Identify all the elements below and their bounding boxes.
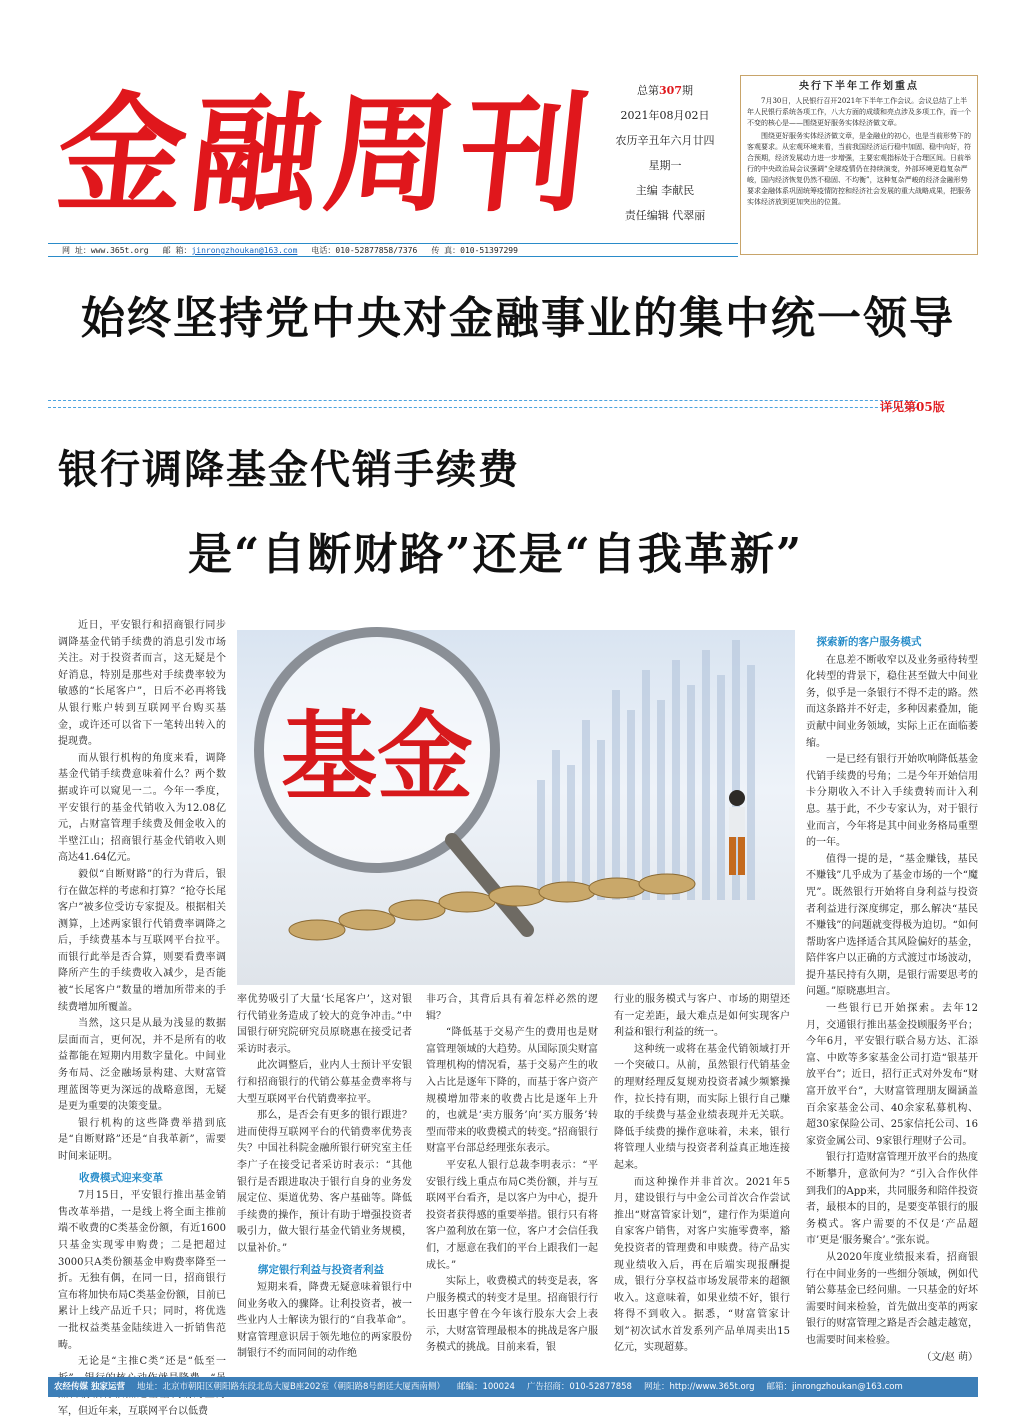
contact-fax: 传 真：010-51397299: [431, 246, 518, 255]
article-column-3: [426, 992, 598, 1370]
footer-ad-phone: 广告招商：010-52877858: [526, 1382, 632, 1392]
paragraph: 实际上，收费模式的转变是表，客户服务模式的转变才是里。招商银行行长田惠宇曾在今年该行股东大会上表示，大财富管理最根本的挑战是客户服务模式的挑战。目前来看，银: [426, 1276, 598, 1354]
main-headline[interactable]: 始终坚持党中央对金融事业的集中统一领导: [81, 293, 955, 344]
contact-phone: 电话：010-52877858/7376: [311, 246, 418, 255]
issue-number: 总第307期: [637, 84, 693, 97]
photo-label: 基金: [281, 701, 473, 813]
paragraph: 非巧合，其背后具有着怎样必然的逻辑？: [426, 994, 598, 1022]
paragraph: 这种统一或将在基金代销领域打开一个突破口。从前，虽然银行代销基金的理财经理反复规劝投资者减少频繁操作，拉长持有期，而实际上银行自己赚取的手续费与基金业绩表现并无关联。降低手续费的操作意味着，未来，银行将管理人业绩与投资者利益真正地连接起来。: [614, 1043, 790, 1171]
section-heading: 绑定银行利益与投资者利益: [258, 1263, 384, 1276]
article-column-4: [614, 992, 790, 1370]
contact-email-link[interactable]: jinrongzhoukan@163.com: [191, 246, 298, 255]
paragraph: 行业的服务模式与客户、市场的期望还有一定差距，最大难点是如何实现客户利益和银行利益的统一。: [614, 994, 790, 1039]
paragraph: 那么，是否会有更多的银行跟进？进而使得互联网平台的代销费率优势丧失？中国社科院金融所银行研究室主任李广子在接受记者采访时表示：“其他银行是否跟进取决于银行自身的业务发展定位、渠道优势、客户基础等。降低手续费的操作，预计有助于增强投资者吸引力，做大银行基金代销业务规模，以量补价。”: [237, 1110, 412, 1254]
paragraph: 无论是“主推C类”还是“低至一 军，但近年来，互联网平台以低费: [58, 1356, 226, 1417]
contact-website[interactable]: 网 址：www.365t.org: [62, 246, 149, 255]
contact-bar: [48, 243, 738, 257]
footer-postcode: 邮编：100024: [456, 1382, 515, 1392]
paragraph: 一些银行已开始探索。去年12月，交通银行推出基金投顾服务平台；今年6月，平安银行联合易方达、汇添富、中欧等多家基金公司打造“银基开放平台”；近日，招行正式对外发布“财富开放平台”，大财富管理朋友圈涵盖百余家基金公司、40余家私募机构、超30家保险公司、25家信托公司、16家资金属公司、9家银行理财子公司。: [806, 1003, 978, 1147]
article-title-line2: 是“自断财路”还是“自我革新”: [188, 529, 804, 580]
see-detail-link[interactable]: 详见第05版: [880, 400, 945, 414]
footer-bar: [48, 1377, 978, 1397]
photo-illustration: [237, 630, 795, 985]
dashed-divider: [48, 400, 918, 408]
paragraph: 近日，平安银行和招商银行同步调降基金代销手续费的消息引发市场关注。对于投资者而言，这无疑是个好消息，特别是那些对手续费率较为敏感的“长尾客户”，日后不必再将钱从银行账户转到互联网平台购买基金，或许还可以省下一笔转出转入的提现费。: [58, 620, 226, 748]
sidebar-paragraph: 7月30日，人民银行召开2021年下半年工作会议。会议总结了上半年人民银行系统各项工作，八大方面的成绩和亮点涉及多项工作，而一个不变的核心是——围绕更好服务实体经济做文章。: [747, 97, 971, 127]
footer-address: 地址：北京市朝阳区朝阳路东段北岛大厦B座202室（朝阳路8号朗廷大厦西南侧）: [136, 1382, 445, 1392]
contact-email-group: 邮 箱：jinrongzhoukan@163.com: [162, 246, 298, 255]
background-bars: [537, 640, 755, 900]
article-column-5: [806, 630, 978, 1370]
footer-website[interactable]: 网址：http://www.365t.org: [643, 1382, 755, 1392]
paragraph: 银行机构的这些降费举措到底是“自断财路”还是“自我革新”，需要时间来证明。: [58, 1117, 226, 1162]
section-heading: 探索新的客户服务模式: [816, 636, 922, 648]
magnifier-handle: [452, 840, 527, 930]
article-column-2: [237, 992, 412, 1370]
paragraph: 当然，这只是从最为浅显的数据层面而言，更何况，并不是所有的收益都能在短期内用数字量化。中间业务布局、泛金融场景构建、大财富管理蓝图等更为深远的战略意图，无疑是更为重要的决策变量。: [58, 1018, 226, 1113]
sidebar-paragraph: 围绕更好服务实体经济做文章，是金融业的初心，也是当前形势下的客观要求。从宏观环境来看，当前我国经济运行稳中加固、稳中向好，符合预期，经济发展动力进一步增强，主要宏观指标处于合理区间。日前举行的中央政治局会议强调“全球疫情仍在持续演变，外部环境更趋复杂严峻，国内经济恢复仍然不稳固、不均衡”，这种复杂严峻的经济金融形势要求金融体系巩固统筹疫情防控和经济社会发展的重大战略成果，把服务实体经济放到更加突出的位置。: [747, 132, 971, 206]
paragraph: 一是已经有银行开始吹响降低基金代销手续费的号角；二是今年开始信用卡分期收入不计入手续费转而计入利息。基于此，不少专家认为，对于银行业而言，今年将是其中间业务格局重塑的一年。: [806, 754, 978, 849]
article-photo: [237, 630, 795, 985]
paragraph: 平安私人银行总裁李明表示：“平安银行线上重点布局C类份额，并与互联网平台看齐，是以客户为中心，提升投资者获得感的重要举措。银行只有将客户盈利放在第一位，客户才会信任我们，才愿意在我们的平台上跟我们一起成长。”: [426, 1159, 598, 1271]
issue-date: 2021年08月02日: [620, 109, 710, 122]
responsible-editor: 责任编辑 代翠丽: [624, 209, 706, 222]
paragraph: 毅似“自断财路”的行为背后，银行在做怎样的考虑和打算？“抢夺长尾客户”被多位受访专家提及。根据相关测算，上述两家银行代销费率调降之后，手续费基本与互联网平台拉平。而银行此举是否合算，则要看费率调降所产生的手续费收入减少，是否能被“长尾客户”数量的增加所带来的手续费增加所覆盖。: [58, 868, 226, 1013]
paragraph: 此次调整后，业内人士预计平安银行和招商银行的代销公募基金费率将与大型互联网平台代销费率拉平。: [237, 1060, 412, 1105]
byline: （文/赵 萌）: [921, 1351, 978, 1363]
paragraph: “降低基于交易产生的费用也是财富管理领域的大趋势。从国际顶尖财富管理机构的情况看，基于交易产生的收入占比是逐年下降的，而基于客户资产规模增加带来的收费占比是逐年上升的，也就是‘卖方服务’向‘买方服务’转型而带来的收费模式的转变。”招商银行财富平台部总经理张东表示。: [426, 1027, 598, 1155]
article-title-line1: 银行调降基金代销手续费: [58, 446, 520, 493]
chief-editor: 主编 李献民: [635, 184, 695, 197]
weekday: 星期一: [648, 159, 682, 172]
paragraph: 率优势吸引了大量‘长尾客户’，这对银行代销业务造成了较大的竞争冲击。”中国银行研究院研究员原晓惠在接受记者采访时表示。: [237, 994, 412, 1055]
sidebar-box: [740, 75, 978, 255]
sidebar-title: 央行下半年工作划重点: [799, 81, 919, 92]
issue-info: [594, 78, 736, 228]
paragraph: 银行打造财富管理开放平台的热度不断攀升，意欲何为？“引入合作伙伴到我们的App来，共同服务和陪伴投资者，最根本的目的，是要变革银行的服务模式。客户需要的不仅是‘产品超市’更是‘服务聚合’。”张东说。: [806, 1152, 978, 1247]
paragraph: 从2020年度业绩报来看，招商银行在中间业务的一些细分领域，例如代销公募基金已经问鼎。一只基金的好坏需要时间来检验，首先做出变革的两家银行的财富管理之路是否会越走越宽，也需要时间来检验。: [806, 1251, 978, 1346]
paragraph: 在息差不断收窄以及业务亟待转型化转型的背景下，稳住甚至做大中间业务，似乎是一条银行不得不走的路。然而这条路并不好走，多种因素叠加，能贡献中间业务领域，实际上正在面临萎缩。: [806, 654, 978, 749]
paragraph: 7月15日，平安银行推出基金销售改革举措，一是线上将全面主推前端不收费的C类基金份额，有近1600只基金实现零申购费；二是把超过3000只A类份额基金申购费率降至一折。无独有偶，在同一日，招商银行宣布将加快布局C类基金份额，目前已累计上线产品近千只；同时，将优选一批权益类基金陆续进入一折销售范畴。: [58, 1190, 226, 1351]
paragraph: 值得一提的是，“基金赚钱，基民不赚钱”几乎成为了基金市场的一个“魔咒”。既然银行开始将自身利益与投资者利益进行深度绑定，那么解决“基民不赚钱”的问题就变得极为迫切。“如何帮助客户选择适合其风险偏好的基金，陪伴客户以正确的方式渡过市场波动，提升基民持有久期，是银行需要思考的问题。”原晓惠坦言。: [806, 853, 978, 998]
section-heading: 收费模式迎来变革: [79, 1171, 163, 1184]
paragraph: 短期来看，降费无疑意味着银行中间业务收入的骤降。让利投资者，被一些业内人士解读为银行的“自我革命”。财富管理意识居于领先地位的两家股份制银行不约而同间的动作绝: [237, 1282, 412, 1360]
paragraph: 而这种操作并非首次。2021年5月，建设银行与中金公司首次合作尝试推出“财富管家计划”，建行作为渠道向自家客户销售，对客户实施零费率，豁免投资者的管理费和申赎费。待产品实现业绩收入后，再在后端实现报酬提成，银行分享权益市场发展带来的超额收入。这意味着，如果业绩不好，银行将得不到收入。据悉，“财富管家计划”初次试水首发系列产品单周卖出15亿元，实现超募。: [614, 1176, 790, 1354]
masthead-title: 金融周刊: [50, 80, 602, 230]
paragraph: 而从银行机构的角度来看，调降基金代销手续费意味着什么？两个数据或许可以窥见一二。今年一季度，平安银行的基金代销收入为12.08亿元，占财富管理手续费及佣金收入的半壁江山；招商银行基金代销收入则高达41.64亿元。: [58, 752, 226, 864]
footer-email[interactable]: 邮箱：jinrongzhoukan@163.com: [766, 1382, 903, 1392]
footer-brand: 农经传媒 独家运营: [54, 1382, 125, 1392]
lunar-date: 农历辛丑年六月廿四: [615, 134, 715, 147]
